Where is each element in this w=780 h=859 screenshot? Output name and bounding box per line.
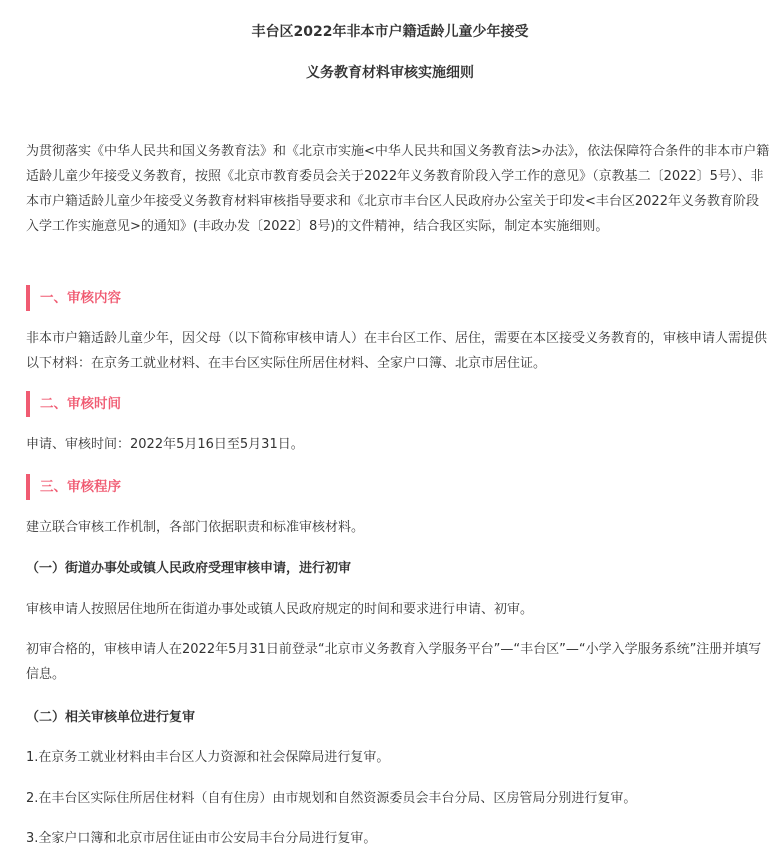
section-body-review-procedure: 建立联合审核工作机制，各部门依据职责和标准审核材料。 [26, 520, 365, 535]
section-heading-review-procedure: 三、审核程序 [26, 474, 766, 500]
re-review-item-1: 1.在京务工就业材料由丰台区人力资源和社会保障局进行复审。 [26, 750, 390, 765]
section-heading-review-time: 二、审核时间 [26, 391, 766, 417]
subsection-initial-review-para-2: 初审合格的，审核申请人在2022年5月31日前登录“北京市义务教育入学服务平台”—“丰台区”—“小学入学服务系统”注册并填写信息。 [26, 642, 762, 682]
re-review-item-2: 2.在丰台区实际住所居住材料（自有住房）由市规划和自然资源委员会丰台分局、区房管局分别进行复审。 [26, 791, 637, 806]
section-body-review-content: 非本市户籍适龄儿童少年，因父母（以下简称审核申请人）在丰台区工作、居住，需要在本区接受义务教育的，审核申请人需提供以下材料：在京务工就业材料、在丰台区实际住所居住材料、全家户口簿、北京市居住证。 [26, 331, 768, 371]
document-title-line2: 义务教育材料审核实施细则 [306, 65, 474, 81]
document-title-line1: 丰台区2022年非本市户籍适龄儿童少年接受 [251, 24, 529, 40]
intro-paragraph: 为贯彻落实《中华人民共和国义务教育法》和《北京市实施<中华人民共和国义务教育法>办法》，依法保障符合条件的非本市户籍适龄儿童少年接受义务教育，按照《北京市教育委员会关于2022年义务教育阶段入学工作的意见》（京教基二〔2022〕5号）、非本市户籍适龄儿童少年接受义务教育材料审核指导要求和《北京市丰台区人民政府办公室关于印发<丰台区2022年义务教育阶段入学工作实施意见>的通知》(丰政办发〔2022〕8号)的文件精神，结合我区实际，制定本实施细则。 [26, 144, 770, 234]
section-body-review-time: 申请、审核时间：2022年5月16日至5月31日。 [26, 437, 304, 452]
subsection-heading-initial-review: （一）街道办事处或镇人民政府受理审核申请，进行初审 [26, 561, 352, 576]
subsection-heading-re-review: （二）相关审核单位进行复审 [26, 710, 196, 725]
section-heading-review-content: 一、审核内容 [26, 285, 766, 311]
subsection-initial-review-para-1: 审核申请人按照居住地所在街道办事处或镇人民政府规定的时间和要求进行申请、初审。 [26, 602, 534, 617]
re-review-item-3: 3.全家户口簿和北京市居住证由市公安局丰台分局进行复审。 [26, 831, 377, 846]
